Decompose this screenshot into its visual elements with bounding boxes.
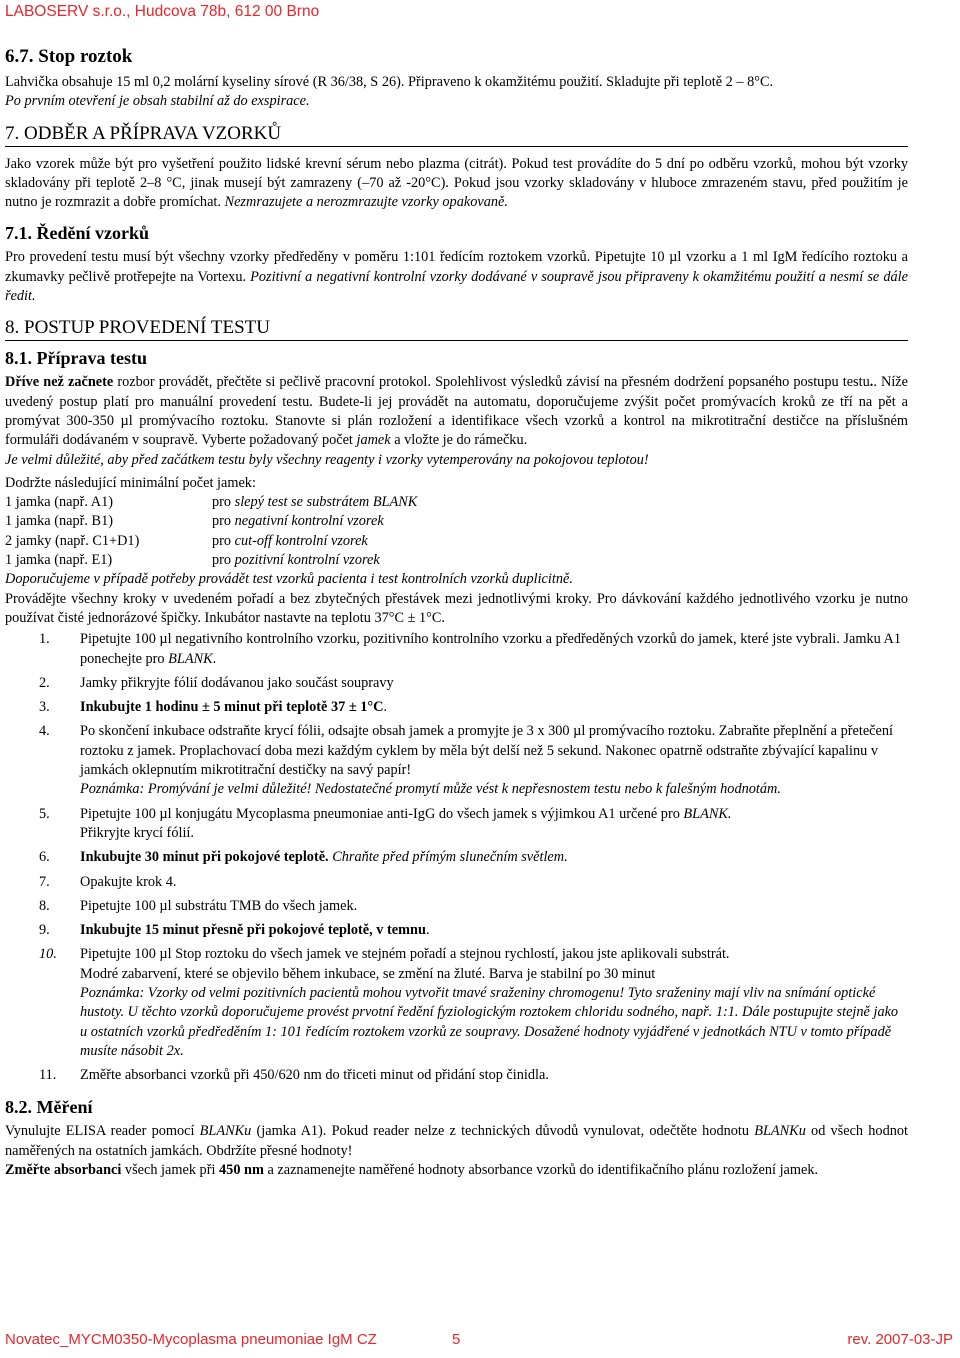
step-item: 11. Změřte absorbanci vzorků při 450/620 nm do třiceti minut od přidání stop činidla. bbox=[39, 1067, 549, 1084]
s67-paragraph-2: Po prvním otevření je obsah stabilní až do exspirace. bbox=[5, 93, 310, 110]
section-7-1-title: 7.1. Ředění vzorků bbox=[5, 223, 149, 244]
section-7-title: 7. ODBĚR A PŘÍPRAVA VZORKŮ bbox=[5, 122, 908, 147]
s81-paragraph-duplicate: Doporučujeme v případě potřeby provádět test vzorků pacienta i test kontrolních vzorků duplicitně. bbox=[5, 571, 573, 588]
step-item: 4. Po skončení inkubace odstraňte krycí fólii, odsajte obsah jamek a promyjte je 3 x 300 µl promývacího roztoku. Zabraňte přeplnění a přetečení roztoku z jamek. Proplachovací doba mezi každým cyklem by měla být delší než 5 sekund. Nakonec opatrně odstraňte zbývající kapalinu v jamkách oklepnutím mikrotitrační destičky na savý papír! Poznámka: Promývání je velmi důležité! Nedostatečné promytí může vést k nepřesnostem testu nebo k falešným hodnotám. bbox=[39, 723, 893, 798]
step-item: 6. Inkubujte 30 minut při pokojové teplotě. Chraňte před přímým slunečním světlem. bbox=[39, 849, 568, 866]
s81-paragraph-1: Dříve než začnete rozbor provádět, přečtěte si pečlivě pracovní protokol. Spolehlivost výsledků závisí na přesném dodržení popsaného postupu testu.. Níže uvedený postup platí pro manuální provedení testu. Budete-li jej provádět na automatu, doporučujeme zvýšit počet promývacích kroků ze tří na pět a promývat 300-350 µl promývacího roztoku. Stanovte si plán rozložení a identifikace všech vzorků a kontrol na mikrotitrační destičce na příslušném formuláři dodávaném v soupravě. Vyberte požadovaný počet jamek a vložte je do rámečku. bbox=[5, 374, 908, 449]
section-6-7-title: 6.7. Stop roztok bbox=[5, 46, 133, 67]
step-item: 8. Pipetujte 100 µl substrátu TMB do všech jamek. bbox=[39, 897, 358, 914]
s71-paragraph: Pro provedení testu musí být všechny vzorky předředěny v poměru 1:101 ředícím roztokem vzorků. Pipetujte 10 µl vzorku a 1 ml IgM ředícího roztoku a zkumavky pečlivě protřepejte na Vortexu. Pozitivní a negativní kontrolní vzorky dodávané v soupravě jsou připraveny k okamžitému použití a nesmí se dále ředit. bbox=[5, 249, 908, 305]
min-wells-row: 2 jamky (např. C1+D1) pro cut-off kontrolní vzorek bbox=[5, 532, 368, 549]
s82-paragraph-1: Vynulujte ELISA reader pomocí BLANKu (jamka A1). Pokud reader nelze z technických důvodů vynulovat, odečtěte hodnotu BLANKu od všech hodnot naměřených na ostatních jamkách. Obdržíte přesné hodnoty! bbox=[5, 1123, 908, 1159]
step-item: 3. Inkubujte 1 hodinu ± 5 minut při teplotě 37 ± 1°C. bbox=[39, 699, 388, 716]
document-body bbox=[5, 45, 908, 1180]
step-item: 2. Jamky přikryjte fólií dodávanou jako součást soupravy bbox=[39, 674, 394, 691]
footer-revision: rev. 2007-03-JP bbox=[847, 1331, 953, 1348]
section-8-1-title: 8.1. Příprava testu bbox=[5, 348, 147, 369]
min-wells-row: 1 jamka (např. B1) pro negativní kontrolní vzorek bbox=[5, 513, 384, 530]
section-8-title: 8. POSTUP PROVEDENÍ TESTU bbox=[5, 316, 908, 341]
min-wells-row: 1 jamka (např. A1) pro slepý test se substrátem BLANK bbox=[5, 494, 418, 511]
section-8-2-title: 8.2. Měření bbox=[5, 1097, 93, 1118]
s81-paragraph-steps-intro: Provádějte všechny kroky v uvedeném pořadí a bez zbytečných přestávek mezi jednotlivými kroky. Pro dávkování každého jednotlivého vzorku je nutno používat čisté jednorázové špičky. Inkubátor nastavte na teplotu 37°C ± 1°C. bbox=[5, 590, 908, 626]
s82-paragraph-2: Změřte absorbanci všech jamek při 450 nm a zaznamenejte naměřené hodnoty absorbance vzorků do identifikačního plánu rozložení jamek. bbox=[5, 1162, 819, 1179]
procedure-steps bbox=[5, 630, 908, 1085]
step-item: 7. Opakujte krok 4. bbox=[39, 873, 177, 890]
s7-paragraph: Jako vzorek může být pro vyšetření použito lidské krevní sérum nebo plazma (citrát). Pokud test provádíte do 5 dní po odběru vzorků, mohou být vzorky skladovány při teplotě 2–8 °C, jinak musejí být zamrazeny (–70 až -20°C). Pokud jsou vzorky skladovány v hluboce zmrazeném stavu, před použitím je nutno je rozmrazit a dobře promíchat. Nezmrazujete a nerozmrazujte vzorky opakovaně. bbox=[5, 155, 908, 211]
s81-paragraph-important: Je velmi důležité, aby před začátkem testu byly všechny reagenty i vzorky vytemperovány na pokojovou teplotou! bbox=[5, 451, 649, 468]
step-item: 9. Inkubujte 15 minut přesně při pokojové teplotě, v temnu. bbox=[39, 922, 430, 939]
step-item: 1. Pipetujte 100 µl negativního kontrolního vzorku, pozitivního kontrolního vzorku a předředěných vzorků do jamek, které jste vybrali. Jamku A1 ponechejte pro BLANK. bbox=[39, 631, 902, 667]
s67-paragraph-1: Lahvička obsahuje 15 ml 0,2 molární kyseliny sírové (R 36/38, S 26). Připraveno k okamžitému použití. Skladujte při teplotě 2 – 8°C. bbox=[5, 74, 774, 90]
page-header: LABOSERV s.r.o., Hudcova 78b, 612 00 Brno bbox=[5, 3, 320, 20]
min-wells-row: 1 jamka (např. E1) pro pozitivní kontrolní vzorek bbox=[5, 552, 380, 569]
s81-min-wells-intro: Dodržte následující minimální počet jamek: bbox=[5, 474, 256, 491]
footer-document-id: Novatec_MYCM0350-Mycoplasma pneumoniae IgM CZ bbox=[5, 1331, 377, 1348]
footer-page-number: 5 bbox=[452, 1331, 461, 1348]
min-wells-list bbox=[5, 493, 908, 570]
step-item: 5. Pipetujte 100 µl konjugátu Mycoplasma pneumoniae anti-IgG do všech jamek s výjimkou A1 určené pro BLANK. Přikryjte krycí fólií. bbox=[39, 805, 732, 841]
step-item: 10. Pipetujte 100 µl Stop roztoku do všech jamek ve stejném pořadí a stejnou rychlostí, jakou jste aplikovali substrát. Modré zabarvení, které se objevilo během inkubace, se změní na žluté. Barva je stabilní po 30 minut Poznámka: Vzorky od velmi pozitivních pacientů mohou vytvořit tmavé sraženiny chromogenu! Tyto sraženiny mají vliv na snímání optické hustoty. U těchto vzorků doporučujeme provést prvotní ředění fyziologickým roztokem chloridu sodného, např. 1:1. Dále postupujte stejně jako u ostatních vzorků předředěním 1: 101 ředícím roztokem vzorků ze soupravy. Dosažené hodnoty vyjádřené v jednotkách NTU v tomto případě musíte násobit 2x. bbox=[39, 946, 899, 1059]
